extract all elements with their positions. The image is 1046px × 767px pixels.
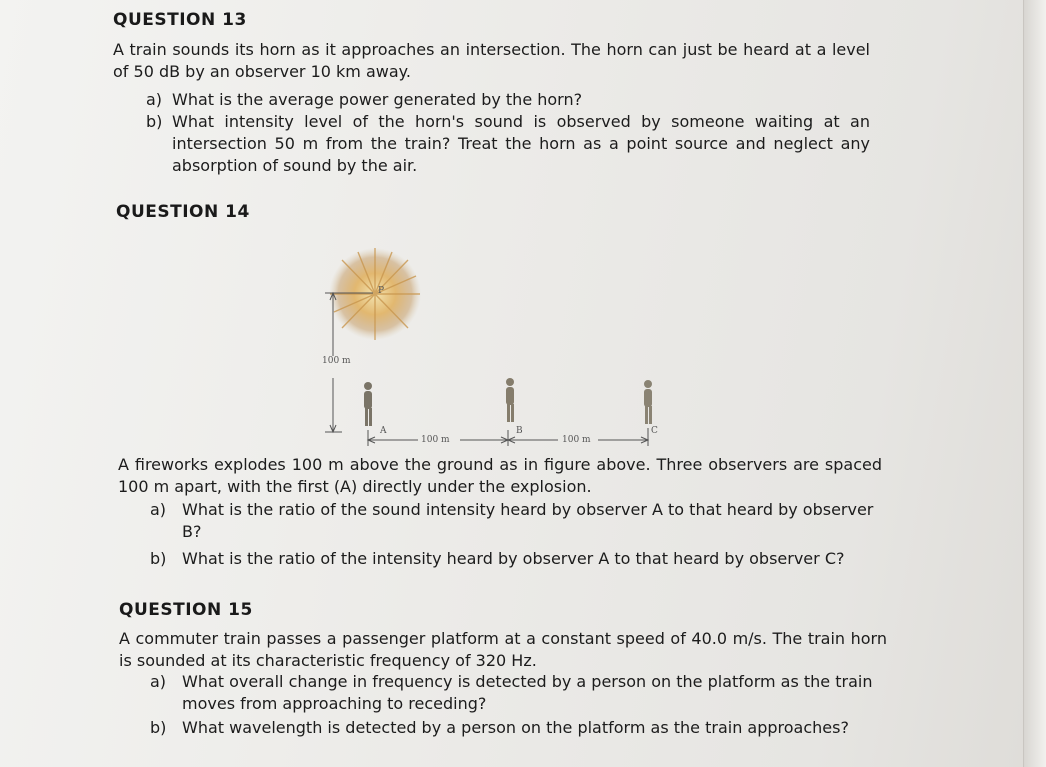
point-c-label: C bbox=[651, 426, 658, 436]
q15-a-text: What overall change in frequency is detected by a person on the platform as the train moves from approaching to receding? bbox=[182, 672, 873, 713]
spacing-ab-label: 100 m bbox=[421, 435, 450, 445]
spacing-bc-label: 100 m bbox=[562, 435, 591, 445]
q14-heading: QUESTION 14 bbox=[116, 202, 250, 222]
height-label: 100 m bbox=[322, 356, 351, 366]
fireworks-diagram bbox=[300, 236, 680, 456]
q13-part-b bbox=[146, 111, 870, 177]
q15-a-label: a) bbox=[150, 672, 167, 691]
q14-a-label: a) bbox=[150, 500, 167, 519]
q13-part-a bbox=[146, 89, 870, 111]
q14-b-label: b) bbox=[150, 549, 167, 568]
point-a-label: A bbox=[380, 426, 387, 436]
q15-b-text: What wavelength is detected by a person on the platform as the train approaches? bbox=[182, 718, 849, 737]
q13-heading: QUESTION 13 bbox=[113, 10, 247, 30]
q15-part-b bbox=[150, 717, 890, 739]
q13-intro: A train sounds its horn as it approaches an intersection. The horn can just be heard at a level of 50 dB by an observer 10 km away. bbox=[113, 40, 870, 81]
q13-a-label: a) bbox=[146, 90, 163, 109]
underlying-page-edge bbox=[1023, 0, 1046, 767]
q15-b-label: b) bbox=[150, 718, 167, 737]
point-p-label: P bbox=[378, 286, 385, 296]
explosion-burst-icon bbox=[329, 248, 421, 340]
point-b-label: B bbox=[516, 426, 523, 436]
q15-part-a bbox=[150, 671, 890, 715]
q14-part-a bbox=[150, 499, 885, 543]
observer-c-icon bbox=[644, 380, 652, 424]
q14-part-b bbox=[150, 548, 885, 570]
q15-intro: A commuter train passes a passenger platform at a constant speed of 40.0 m/s. The train horn is sounded at its characteristic frequency of 320 Hz. bbox=[119, 629, 887, 670]
q13-a-text: What is the average power generated by the horn? bbox=[172, 90, 583, 109]
q13-b-label: b) bbox=[146, 112, 163, 131]
q14-a-text: What is the ratio of the sound intensity heard by observer A to that heard by observer B? bbox=[182, 500, 874, 541]
fireworks-figure bbox=[300, 236, 680, 456]
q14-intro: A fireworks explodes 100 m above the ground as in figure above. Three observers are spaced 100 m apart, with the first (A) directly under the explosion. bbox=[118, 455, 882, 496]
q13-b-text: What intensity level of the horn's sound is observed by someone waiting at an intersection 50 m from the train? Treat the horn as a point source and neglect any absorption of sound by the air. bbox=[172, 112, 870, 175]
q14-b-text: What is the ratio of the intensity heard by observer A to that heard by observer C? bbox=[182, 549, 845, 568]
q15-heading: QUESTION 15 bbox=[119, 600, 253, 620]
observer-b-icon bbox=[506, 378, 514, 422]
observer-a-icon bbox=[364, 382, 372, 426]
